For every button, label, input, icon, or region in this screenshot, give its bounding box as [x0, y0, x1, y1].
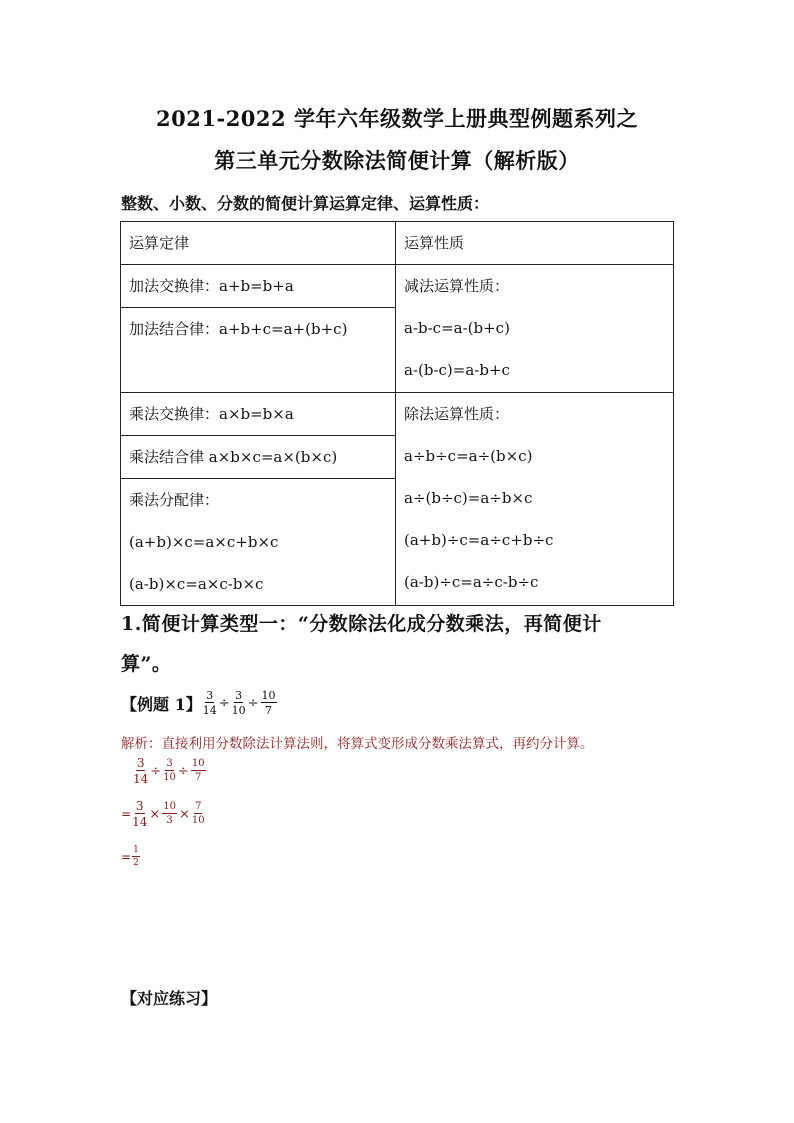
- mul-dist-title: 乘法分配律：: [129, 491, 220, 509]
- sub-rule-1: a-b-c=a-(b+c): [404, 319, 510, 337]
- cell-mul-commutative: 乘法交换律：a×b=b×a: [121, 393, 396, 436]
- analysis-text: 解析：直接利用分数除法计算法则，将算式变形成分数乘法算式，再约分计算。: [121, 736, 594, 752]
- fraction: $\frac{10}{7}$: [261, 689, 276, 717]
- solution-step-1: $\frac{3}{14}$ ÷ $\frac{3}{10}$ ÷ $\frac{10}{7}$: [133, 756, 205, 786]
- mul-dist-rule-1: (a+b)×c=a×c+b×c: [129, 533, 279, 551]
- div-rule-2: a÷(b÷c)=a÷b×c: [404, 489, 533, 507]
- cell-add-associative: 加法结合律：a+b+c=a+(b+c): [121, 308, 396, 393]
- section-heading-line-2: 算”。: [121, 653, 172, 675]
- intro-text: 整数、小数、分数的简便计算运算定律、运算性质：: [121, 194, 490, 213]
- fraction: $\frac{3}{10}$: [231, 689, 246, 717]
- table-header-properties: 运算性质: [396, 222, 674, 265]
- laws-table: [120, 221, 674, 606]
- cell-mul-distributive: [121, 479, 396, 606]
- section-heading-line-1: 1.简便计算类型一：“分数除法化成分数乘法，再简便计: [121, 613, 602, 635]
- solution-step-3: = $\frac{1}{2}$: [121, 845, 139, 868]
- sub-rule-2: a-(b-c)=a-b+c: [404, 361, 510, 379]
- example-label: 【例题 1】: [121, 694, 202, 714]
- title-line-2: 第三单元分数除法简便计算（解析版）: [214, 148, 580, 173]
- fraction: $\frac{10}{7}$: [191, 758, 205, 783]
- mul-dist-rule-2: (a-b)×c=a×c-b×c: [129, 575, 264, 593]
- example-1: [121, 683, 278, 723]
- fraction: $\frac{1}{2}$: [133, 845, 139, 868]
- cell-add-commutative: 加法交换律：a+b=b+a: [121, 265, 396, 308]
- solution-step-2: = $\frac{3}{14}$ × $\frac{10}{3}$ × $\frac{7}{10}$: [121, 799, 205, 829]
- div-rule-3: (a+b)÷c=a÷c+b÷c: [404, 531, 554, 549]
- title-line-1: 2021-2022 学年六年级数学上册典型例题系列之: [156, 106, 638, 131]
- fraction: $\frac{3}{14}$: [132, 799, 148, 829]
- table-header-laws: 运算定律: [121, 222, 396, 265]
- div-title: 除法运算性质：: [404, 405, 510, 423]
- divide-sign: ÷: [247, 695, 259, 711]
- fraction: $\frac{10}{3}$: [163, 801, 176, 826]
- fraction: $\frac{3}{10}$: [163, 758, 176, 783]
- fraction: $\frac{3}{14}$: [133, 756, 149, 786]
- sub-title: 减法运算性质：: [404, 277, 510, 295]
- cell-div-properties: [396, 393, 674, 606]
- div-rule-1: a÷b÷c=a÷(b×c): [404, 447, 533, 465]
- fraction: $\frac{3}{14}$: [202, 689, 217, 717]
- cell-mul-associative: 乘法结合律 a×b×c=a×(b×c): [121, 436, 396, 479]
- div-rule-4: (a-b)÷c=a÷c-b÷c: [404, 573, 539, 591]
- divide-sign: ÷: [218, 695, 230, 711]
- fraction: $\frac{7}{10}$: [191, 801, 205, 826]
- practice-heading: 【对应练习】: [121, 989, 218, 1008]
- cell-sub-properties: [396, 265, 674, 393]
